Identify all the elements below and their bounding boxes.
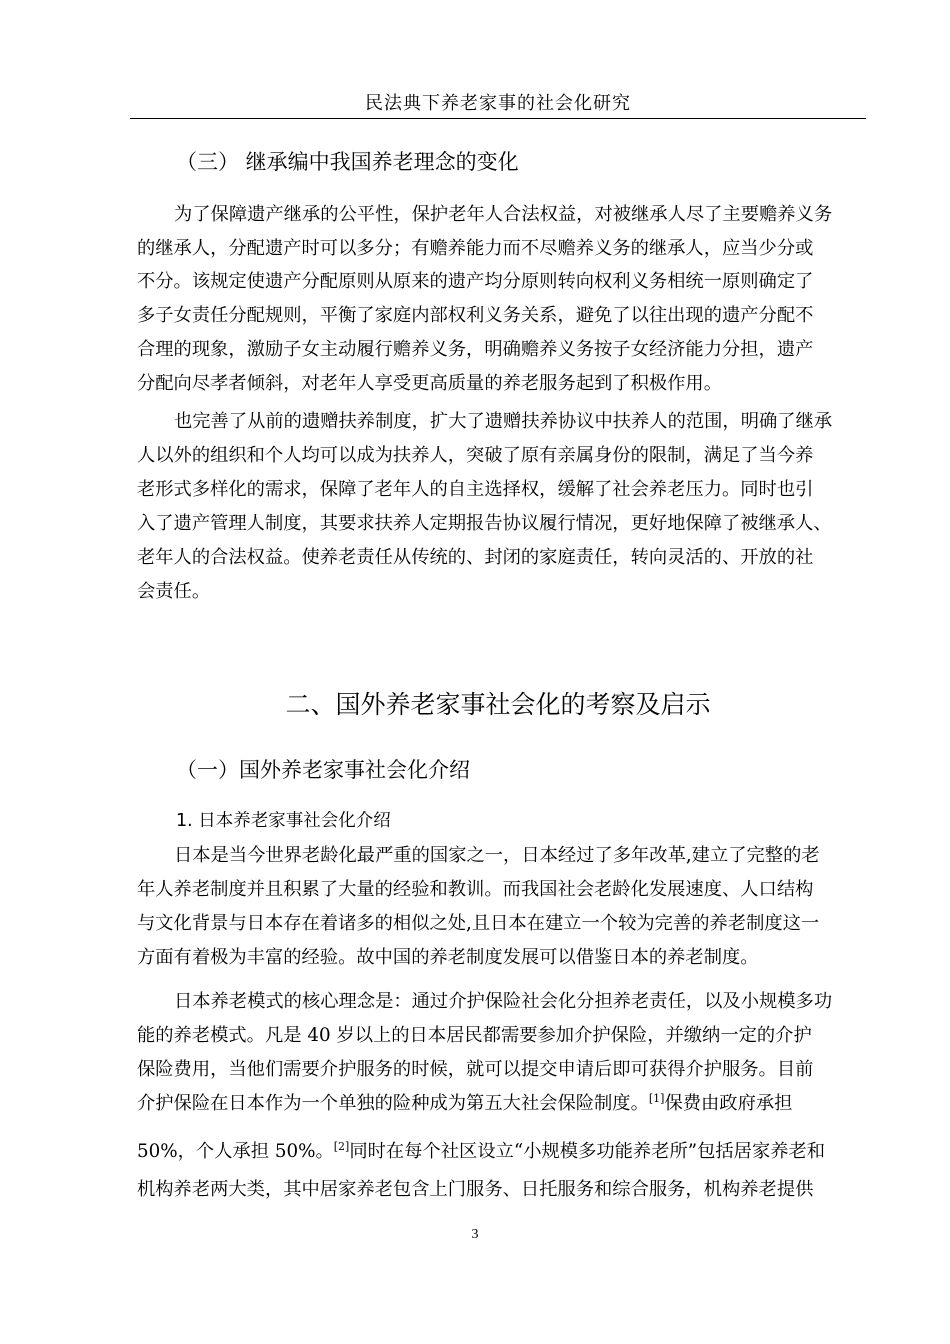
section-heading-inheritance: （三） 继承编中我国养老理念的变化 bbox=[176, 150, 519, 174]
paragraph-line: 入了遗产管理人制度，其要求扶养人定期报告协议履行情况，更好地保障了被继承人、 bbox=[137, 513, 832, 534]
paragraph-line: 也完善了从前的遗赠扶养制度，扩大了遗赠扶养协议中扶养人的范围，明确了继承 bbox=[174, 411, 833, 432]
citation-ref-1[interactable]: [1] bbox=[648, 1092, 665, 1105]
paragraph-line: 日本是当今世界老龄化最严重的国家之一，日本经过了多年改革,建立了完整的老 bbox=[174, 845, 820, 866]
paragraph-line: 为了保障遗产继承的公平性，保护老年人合法权益，对被继承人尽了主要赡养义务 bbox=[174, 204, 833, 225]
paragraph-line bbox=[137, 1092, 792, 1116]
section-heading-foreign: （一）国外养老家事社会化介绍 bbox=[176, 758, 470, 782]
header-divider bbox=[130, 118, 866, 119]
paragraph-line: 机构养老两大类，其中居家养老包含上门服务、日托服务和综合服务，机构养老提供 bbox=[137, 1179, 814, 1200]
line-text: 同时在每个社区设立“小规模多功能养老所”包括居家养老和 bbox=[349, 1141, 826, 1162]
chapter-heading: 二、国外养老家事社会化的考察及启示 bbox=[285, 690, 711, 719]
page-number: 3 bbox=[471, 1227, 479, 1242]
paragraph-line: 能的养老模式。凡是 40 岁以上的日本居民都需要参加介护保险，并缴纳一定的介护 bbox=[137, 1025, 812, 1046]
paragraph-line: 合理的现象，激励子女主动履行赡养义务，明确赡养义务按子女经济能力分担，遗产 bbox=[137, 339, 814, 360]
citation-ref-2[interactable]: [2] bbox=[333, 1140, 350, 1153]
paragraph-line: 保险费用，当他们需要介护服务的时候，就可以提交申请后即可获得介护服务。目前 bbox=[137, 1059, 814, 1080]
paragraph-line: 分配向尽孝者倾斜，对老年人享受更高质量的养老服务起到了积极作用。 bbox=[137, 373, 722, 394]
paragraph-line: 老形式多样化的需求，保障了老年人的自主选择权，缓解了社会养老压力。同时也引 bbox=[137, 479, 814, 500]
subsection-heading-japan: 1. 日本养老家事社会化介绍 bbox=[176, 811, 391, 831]
line-text: 保费由政府承担 bbox=[664, 1093, 793, 1114]
paragraph-line: 人以外的组织和个人均可以成为扶养人，突破了原有亲属身份的限制，满足了当今养 bbox=[137, 445, 814, 466]
running-header-title: 民法典下养老家事的社会化研究 bbox=[365, 93, 631, 114]
line-text: 50%，个人承担 50%。 bbox=[137, 1141, 334, 1162]
paragraph-line: 多子女责任分配规则，平衡了家庭内部权利义务关系，避免了以往出现的遗产分配不 bbox=[137, 305, 814, 326]
paragraph-line: 年人养老制度并且积累了大量的经验和教训。而我国社会老龄化发展速度、人口结构 bbox=[137, 879, 814, 900]
paragraph-line: 会责任。 bbox=[137, 581, 211, 602]
paragraph-line bbox=[137, 1140, 825, 1164]
paragraph-line: 老年人的合法权益。使养老责任从传统的、封闭的家庭责任，转向灵活的、开放的社 bbox=[137, 547, 814, 568]
paragraph-line: 不分。该规定使遗产分配原则从原来的遗产均分原则转向权利义务相统一原则确定了 bbox=[137, 271, 814, 292]
line-text: 介护保险在日本作为一个单独的险种成为第五大社会保险制度。 bbox=[137, 1093, 649, 1114]
paragraph-line: 与文化背景与日本存在着诸多的相似之处,且日本在建立一个较为完善的养老制度这一 bbox=[137, 913, 820, 934]
paragraph-line: 的继承人，分配遗产时可以多分；有赡养能力而不尽赡养义务的继承人，应当少分或 bbox=[137, 238, 814, 259]
paragraph-line: 日本养老模式的核心理念是：通过介护保险社会化分担养老责任，以及小规模多功 bbox=[174, 991, 833, 1012]
paragraph-line: 方面有着极为丰富的经验。故中国的养老制度发展可以借鉴日本的养老制度。 bbox=[137, 947, 759, 968]
